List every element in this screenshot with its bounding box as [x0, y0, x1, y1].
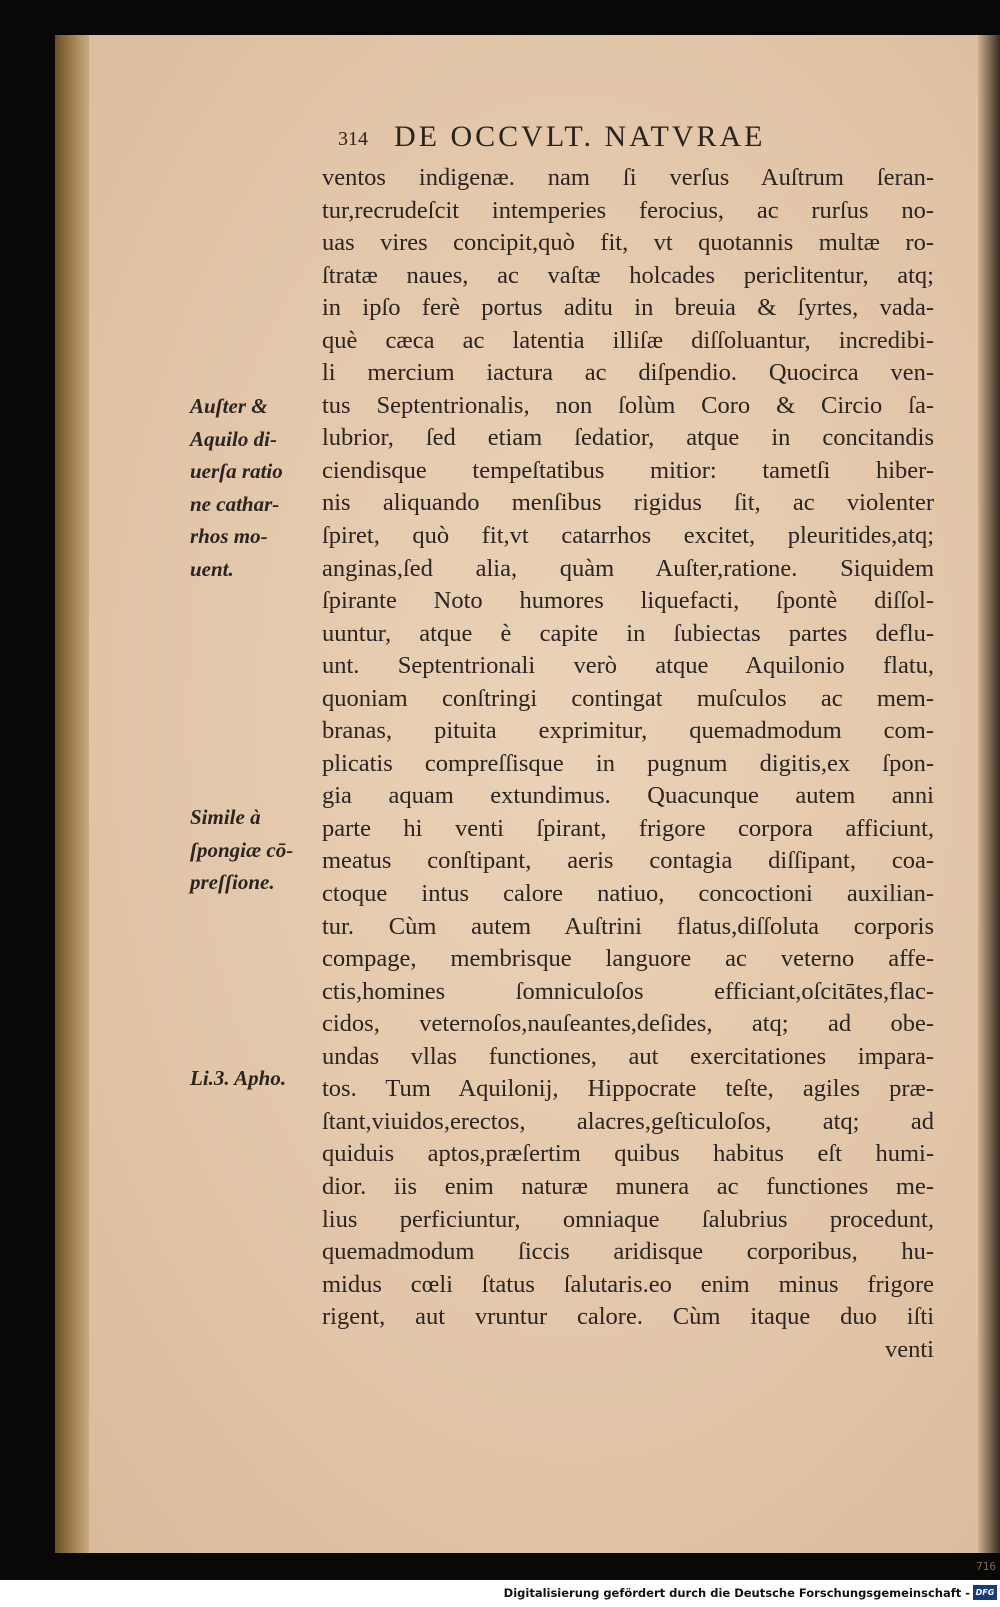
footer-credit: Digitalisierung gefördert durch die Deutsche Forschungsgemeinschaft -	[503, 1586, 970, 1600]
margin-note-line: preſſione.	[190, 870, 275, 895]
text-line: ſtratæ naues, ac vaſtæ holcades periclitentur, atq;	[322, 261, 934, 289]
text-line: ciendisque tempeſtatibus mitior: tametſi hiber-	[322, 456, 934, 484]
margin-note-line: Auſter &	[190, 394, 268, 418]
catchword: venti	[885, 1335, 934, 1363]
running-title: DE OCCVLT. NATVRAE	[394, 120, 766, 153]
text-line: ctis,homines ſomniculoſos efficiant,oſcitātes,flac-	[322, 977, 934, 1005]
text-line: ſtant,viuidos,erectos, alacres,geſticuloſos, atq; ad	[322, 1107, 934, 1135]
text-line: rigent, aut vruntur calore. Cùm itaque duo iſti	[322, 1303, 934, 1331]
text-line: undas vllas functiones, aut exercitationes impara-	[322, 1042, 934, 1070]
text-line: ſpiret, quò fit,vt catarrhos excitet, pleuritides,atq;	[322, 522, 934, 550]
text-line: tus Septentrionalis, non ſolùm Coro & Circio ſa-	[322, 391, 934, 419]
text-line: nis aliquando menſibus rigidus ſit, ac violenter	[322, 489, 934, 517]
text-line: parte hi venti ſpirant, frigore corpora afficiunt,	[322, 814, 934, 842]
text-line: ſpirante Noto humores liquefacti, ſpontè diſſol-	[322, 587, 934, 615]
footer-bar	[0, 1580, 1000, 1607]
margin-note-line: uent.	[190, 556, 234, 581]
margin-note-auster	[190, 390, 283, 585]
body-text	[322, 162, 934, 1366]
text-line: plicatis compreſſisque in pugnum digitis,ex ſpon-	[322, 749, 934, 777]
margin-note-line: ſpongiæ cō-	[190, 837, 294, 862]
text-line: quiduis aptos,præſertim quibus habitus eſt humi-	[322, 1140, 934, 1168]
text-line: cidos, veternoſos,nauſeantes,deſides, atq; ad obe-	[322, 1010, 934, 1038]
text-line: dior. iis enim naturæ munera ac functiones me-	[322, 1172, 934, 1200]
text-line: tos. Tum Aquilonij, Hippocrate teſte, agiles præ-	[322, 1075, 934, 1103]
text-line: uuntur, atque è capite in ſubiectas partes deflu-	[322, 619, 934, 647]
text-line: què cæca ac latentia illiſæ diſſoluantur, incredibi-	[322, 326, 934, 354]
dfg-logo-icon: DFG	[973, 1585, 997, 1600]
margin-note-line: Aquilo di-	[190, 426, 277, 451]
page-number: 314	[338, 128, 368, 150]
text-line: in ipſo ferè portus aditu in breuia & ſyrtes, vada-	[322, 294, 934, 322]
text-line: compage, membrisque languore ac veterno affe-	[322, 945, 934, 973]
margin-note-simile	[190, 801, 293, 899]
text-line: ventos indigenæ. nam ſi verſus Auſtrum ſeran-	[322, 164, 934, 191]
text-line: unt. Septentrionali verò atque Aquilonio flatu,	[322, 652, 934, 680]
text-line: branas, pituita exprimitur, quemadmodum com-	[322, 717, 934, 745]
margin-note-reference	[190, 1062, 286, 1095]
page-right-edge	[978, 35, 1000, 1553]
text-line: lius perficiuntur, omniaque ſalubrius procedunt,	[322, 1205, 934, 1233]
text-line: midus cœli ſtatus ſalutaris.eo enim minus frigore	[322, 1270, 934, 1298]
page-gutter	[55, 35, 89, 1553]
text-line: meatus conſtipant, aeris contagia diſſipant, coa-	[322, 847, 934, 875]
margin-note-line: rhos mo-	[190, 524, 268, 549]
text-line: tur,recrudeſcit intemperies ferocius, ac rurſus no-	[322, 196, 934, 224]
text-line: anginas,ſed alia, quàm Auſter,ratione. Siquidem	[322, 554, 934, 582]
text-line: lubrior, ſed etiam ſedatior, atque in concitandis	[322, 424, 934, 452]
margin-note-line: ne cathar-	[190, 491, 280, 516]
page-header	[338, 120, 898, 160]
text-line: li mercium iactura ac diſpendio. Quocirca ven-	[322, 359, 934, 387]
text-line: tur. Cùm autem Auſtrini flatus,diſſoluta corporis	[322, 912, 934, 940]
text-line: ctoque intus calore natiuo, concoctioni auxilian-	[322, 880, 934, 908]
margin-note-line: uerſa ratio	[190, 459, 283, 484]
margin-note-line: Simile à	[190, 805, 261, 829]
text-line: uas vires concipit,quò fit, vt quotannis multæ ro-	[322, 229, 934, 257]
text-line: quoniam conſtringi contingat muſculos ac mem-	[322, 684, 934, 712]
text-line: gia aquam extundimus. Quacunque autem anni	[322, 782, 934, 810]
text-line: quemadmodum ſiccis aridisque corporibus, hu-	[322, 1238, 934, 1266]
corner-mark: 716	[976, 1560, 996, 1573]
margin-note-line: Li.3. Apho.	[190, 1066, 287, 1090]
